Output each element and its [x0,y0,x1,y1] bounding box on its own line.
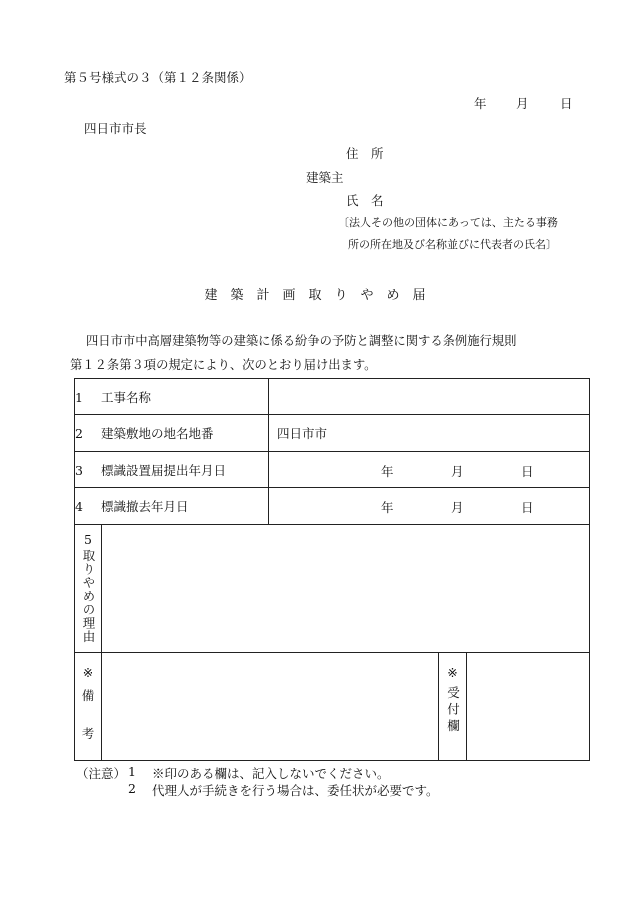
reception-mark: ※ [447,665,458,680]
address-label: 住 所 [346,146,384,161]
body-line-2: 第１２条第３項の規定により、次のとおり届け出ます。 [70,358,377,372]
remarks-field[interactable] [102,653,439,761]
table-row [75,452,590,488]
reason-field[interactable] [102,525,590,653]
reception-label: 受付欄 [445,686,461,736]
document-title: 建 築 計 画 取 り や め 届 [204,288,426,303]
construction-name-field[interactable] [269,379,590,415]
sign-removal-date-label: 標識撤去年月日 [101,499,189,514]
date-year-label: 年 [474,96,487,111]
remarks-mark: ※ [82,665,94,680]
table-row [75,525,590,653]
reason-label-cell: 5 取りやめの理由 [75,525,102,653]
row-label: 3 標識設置届提出年月日 [75,452,269,488]
date-day-label: 日 [560,96,573,111]
reason-label: 取りやめの理由 [81,549,96,644]
row-label: 4 標識撤去年月日 [75,488,269,525]
sign-install-date-label: 標識設置届提出年月日 [101,462,227,478]
body-line-1: 四日市市中高層建築物等の建築に係る紛争の予防と調整に関する条例施行規則 [86,334,517,348]
reception-field[interactable] [467,653,590,761]
table-row [75,653,590,761]
remarks-label-1: 備 [81,688,95,703]
form-table [74,378,590,761]
construction-name-label: 工事名称 [101,389,152,405]
remarks-label-2: 考 [81,726,95,741]
note-text: 代理人が手続きを行う場合は、委任状が必要です。 [152,783,439,798]
note-number: 2 [128,781,136,796]
addressee: 四日市市長 [84,121,147,136]
table-row [75,488,590,525]
date-month-label: 月 [516,96,529,111]
notes-prefix: （注意） [76,766,127,781]
note-number: 1 [128,764,136,779]
reception-label-cell [439,653,467,761]
table-row [75,415,590,452]
applicant-note-line1: 〔法人その他の団体にあっては、主たる事務 [338,216,558,229]
note-text: ※印のある欄は、記入しないでください。 [152,766,390,781]
sign-removal-date-field[interactable]: 年 月 日 [269,488,590,525]
applicant-note-line2: 所の所在地及び名称並びに代表者の氏名〕 [348,238,557,251]
sign-install-date-field[interactable]: 年 月 日 [269,452,590,488]
remarks-label-cell [75,653,102,761]
form-number: 第５号様式の３（第１２条関係） [64,70,252,85]
row-label: 1 工事名称 [75,379,269,415]
row-label: 2 建築敷地の地名地番 [75,415,269,452]
site-address-label: 建築敷地の地名地番 [101,426,214,441]
name-label: 氏 名 [346,193,384,208]
table-row [75,379,590,415]
site-address-field[interactable]: 四日市市 [269,415,590,452]
applicant-role-label: 建築主 [306,170,344,185]
